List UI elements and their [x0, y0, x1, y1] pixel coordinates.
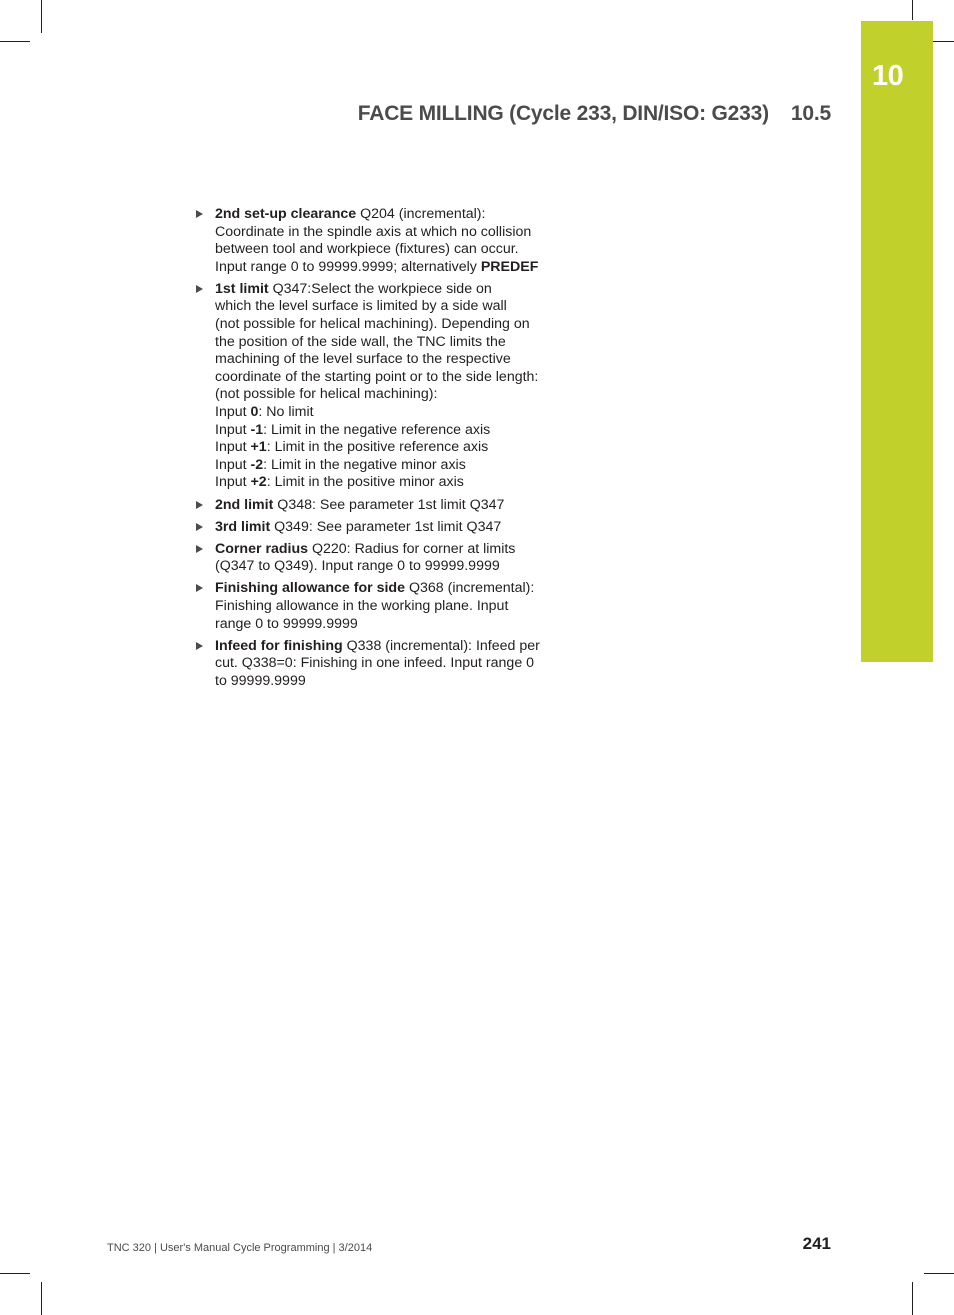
text-line [215, 580, 563, 598]
text-run: Q349: See parameter 1st limit Q347 [270, 518, 502, 535]
text-run: which the level surface is limited by a side wall [215, 298, 507, 315]
text-run: : Limit in the negative reference axis [263, 421, 491, 438]
text-run: : Limit in the negative minor axis [263, 456, 466, 473]
text-run: Q338 (incremental): Infeed per [342, 637, 540, 654]
text-run: Q368 (incremental): [405, 580, 535, 597]
text-run: Input [215, 439, 251, 456]
text-line [215, 224, 563, 242]
crop-mark [912, 1282, 913, 1315]
parameter-list [193, 206, 563, 695]
chapter-number: 10 [872, 60, 904, 92]
text-run: : Limit in the positive minor axis [266, 474, 464, 491]
parameter-item [193, 519, 563, 537]
text-line [215, 616, 563, 634]
bold-term: 2nd limit [215, 496, 274, 513]
text-line [215, 298, 563, 316]
text-run: coordinate of the starting point or to the side length: [215, 368, 539, 385]
parameter-item [193, 281, 563, 492]
text-run: to 99999.9999 [215, 672, 306, 689]
bullet-arrow-icon [196, 642, 203, 650]
page-number: 241 [802, 1234, 831, 1253]
bold-term: 1st limit [215, 280, 269, 297]
parameter-item [193, 206, 563, 276]
text-line [215, 519, 563, 537]
bold-term: -1 [250, 421, 264, 438]
bold-term: 2nd set-up clearance [215, 206, 357, 222]
text-line [215, 281, 563, 299]
text-run: range 0 to 99999.9999 [215, 615, 358, 632]
bold-term: +1 [250, 439, 267, 456]
bold-term: 3rd limit [215, 518, 271, 535]
parameter-item [193, 541, 563, 576]
text-line [215, 558, 563, 576]
text-line [215, 351, 563, 369]
text-run: Input [215, 421, 251, 438]
bold-term: PREDEF [480, 258, 539, 275]
text-run: : Limit in the positive reference axis [266, 439, 489, 456]
text-line [215, 673, 563, 691]
parameter-item [193, 497, 563, 515]
bold-term: Infeed for finishing [215, 637, 343, 654]
bold-term: -2 [250, 456, 264, 473]
text-run: Coordinate in the spindle axis at which no collision [215, 223, 532, 240]
crop-mark [0, 1273, 30, 1274]
text-run: Finishing allowance in the working plane. Input [215, 597, 509, 614]
text-line [215, 439, 563, 457]
text-run: (not possible for helical machining). Depending on [215, 316, 530, 333]
text-line [215, 316, 563, 334]
crop-mark [912, 0, 913, 20]
crop-mark [924, 1273, 954, 1274]
text-run: : No limit [258, 404, 314, 421]
text-line [215, 598, 563, 616]
bold-term: 0 [250, 404, 259, 421]
bullet-arrow-icon [196, 501, 203, 509]
text-run: Input [215, 474, 251, 491]
text-run: Input range 0 to 99999.9999; alternatively [215, 258, 481, 275]
text-run: Q204 (incremental): [356, 206, 486, 222]
text-line [215, 334, 563, 352]
text-run: Q220: Radius for corner at limits [308, 540, 516, 557]
text-run: cut. Q338=0: Finishing in one infeed. Input range 0 [215, 655, 535, 672]
text-line [215, 206, 563, 224]
text-run: (Q347 to Q349). Input range 0 to 99999.9999 [215, 558, 500, 575]
bold-term: Finishing allowance for side [215, 580, 405, 597]
text-line [215, 422, 563, 440]
section-title: FACE MILLING (Cycle 233, DIN/ISO: G233) [357, 102, 769, 125]
crop-mark [41, 0, 42, 33]
text-line [215, 497, 563, 515]
bold-term: +2 [250, 474, 267, 491]
chapter-tab [861, 21, 933, 662]
bullet-arrow-icon [196, 523, 203, 531]
text-line [215, 369, 563, 387]
text-line [215, 474, 563, 492]
bullet-arrow-icon [196, 210, 203, 218]
text-line [215, 259, 563, 277]
bold-term: Corner radius [215, 540, 309, 557]
text-line [215, 541, 563, 559]
text-run: Q348: See parameter 1st limit Q347 [273, 496, 505, 513]
text-run: (not possible for helical machining): [215, 386, 438, 403]
section-number: 10.5 [790, 102, 831, 125]
text-run: machining of the level surface to the respective [215, 351, 511, 368]
text-run: Q347:Select the workpiece side on [268, 280, 492, 297]
crop-mark [41, 1282, 42, 1315]
text-run: Input [215, 404, 251, 421]
text-line [215, 404, 563, 422]
text-line [215, 386, 563, 404]
text-run: between tool and workpiece (fixtures) can occur. [215, 241, 519, 258]
text-line [215, 241, 563, 259]
text-run: Input [215, 456, 251, 473]
page-header [358, 102, 831, 126]
text-run: the position of the side wall, the TNC limits the [215, 333, 506, 350]
bullet-arrow-icon [196, 285, 203, 293]
bullet-arrow-icon [196, 545, 203, 553]
crop-mark [0, 41, 30, 42]
footer-text: TNC 320 | User's Manual Cycle Programming | 3/2014 [107, 1242, 373, 1254]
text-line [215, 655, 563, 673]
text-line [215, 638, 563, 656]
parameter-item [193, 580, 563, 633]
text-line [215, 457, 563, 475]
parameter-item [193, 638, 563, 691]
bullet-arrow-icon [196, 584, 203, 592]
